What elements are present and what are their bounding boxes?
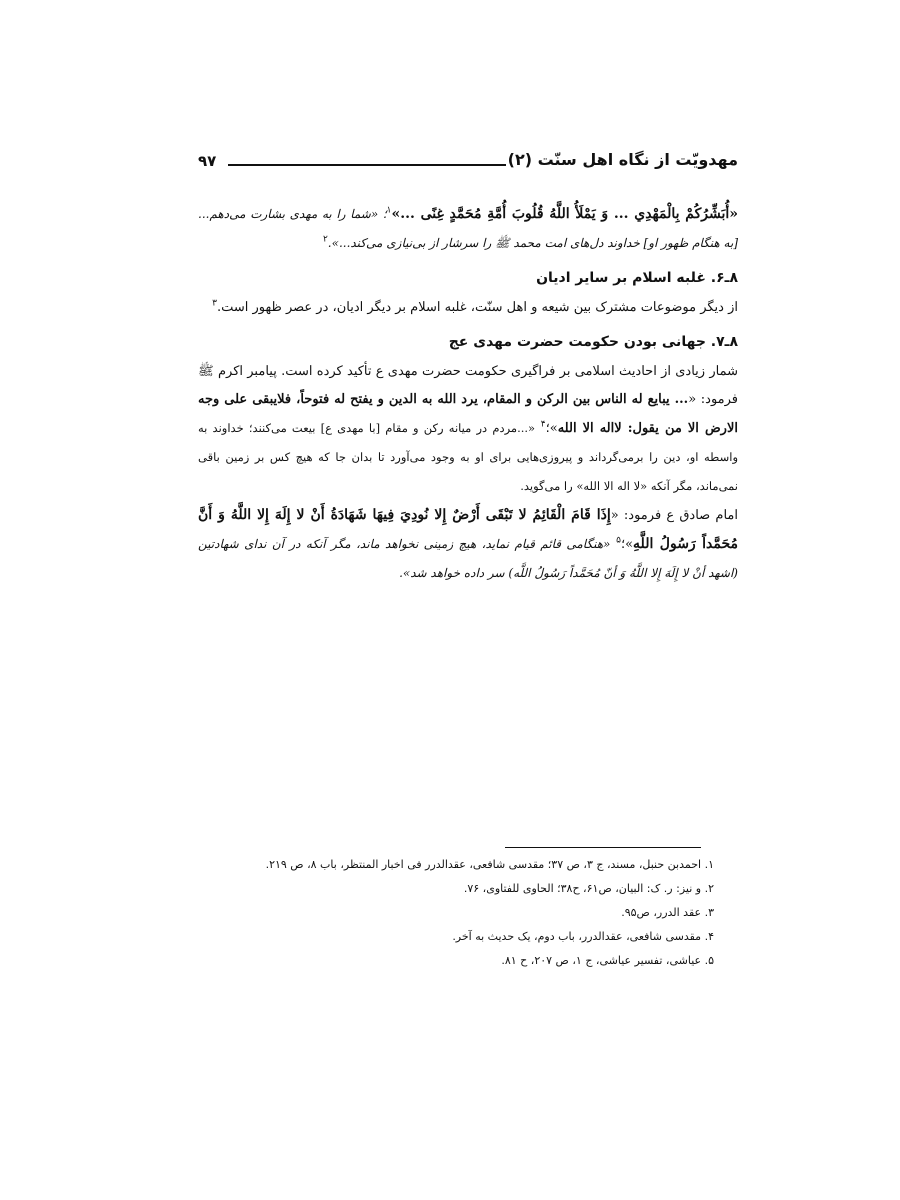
section-heading-7: ۸ـ۷. جهانی بودن حکومت حضرت مهدی عج [448,334,738,350]
hadith-arabic-2: ... يبايع له الناس بين الركن و المقام، يرد الله به الدين و يفتح له فتوحاً، فلايبقى على وجه الارض الا من يقول: لااله الا الله [198,392,738,436]
hadith-arabic-3: إِذَا قَامَ الْقَائِمُ لا تَبْقَى أَرْضٌ إِلا نُودِيَ فِيهَا شَهَادَةُ أَنْ لا إِلَهَ إِلا اللَّهُ وَ أَنَّ مُحَمَّداً رَسُولُ اللَّهِ [198,507,738,552]
page-number: ۹۷ [198,152,217,170]
hadith-arabic: «أُبَشِّرُكُمْ بِالْمَهْدِي ... وَ يَمْلَأُ اللَّهُ قُلُوبَ أُمَّةِ مُحَمَّدٍ غِنًى ...» [391,206,738,222]
footnote-ref-1: ۱ [386,205,392,216]
paragraph-2 [198,294,738,322]
header-rule [228,164,506,166]
paragraph-3-intro: شمار زیادی از احادیث اسلامی بر فراگیری حکومت حضرت مهدی ع تأکید کرده است. پیامبر اکرم ﷺ فرمود: « [198,364,739,407]
page-body [198,200,738,588]
footnote-separator [505,847,701,848]
paragraph-4 [198,501,738,588]
footnote-1: ۱. احمدبن حنبل، مسند، ج ۳، ص ۳۷؛ مقدسی شافعی، عقدالدرر فی اخبار المنتظر، باب ۸، ص ۲۱۹. [265,858,714,871]
footnotes [198,853,738,973]
running-title: مهدویّت از نگاه اهل سنّت (۲) [507,150,738,169]
footnote-5: ۵. عیاشی، تفسیر عیاشی، ج ۱، ص ۲۰۷، ح ۸۱. [501,954,714,967]
footnote-4: ۴. مقدسی شافعی، عقدالدرر، باب دوم، یک حدیث به آخر. [452,930,714,943]
page-header [198,150,738,178]
paragraph-4-intro: امام صادق ع فرمود: « [610,508,739,523]
footnote-ref-4: ۴ [540,419,546,430]
quote-close: »؛ [545,421,558,436]
footnote-2: ۲. و نیز: ر. ک: البیان، ص۶۱، ح۳۸؛ الحاوی للفتاوی، ۷۶. [463,882,714,895]
footnote-ref-3: ۳ [212,298,217,309]
paragraph-1 [198,200,738,258]
hadith-translation-3: «هنگامی قائم قیام نماید، هیچ زمینی نخواهد ماند، مگر آنکه در آن ندای شهادتین (اشهد أنْ لا إِلَهَ إِلا اللَّهُ وَ أنّ مُحَمَّداً رَسُولُ اللَّه) سر داده خواهد شد». [198,537,738,580]
paragraph-2-text: از دیگر موضوعات مشترک بین شیعه و اهل سنّت، غلبه اسلام بر دیگر ادیان، در عصر ظهور است. [216,300,738,315]
section-heading-6: ۸ـ۶. غلبه اسلام بر سایر ادیان [536,270,738,286]
hadith-translation: ؛ «شما را به مهدی بشارت می‌دهم... [به هنگام ظهور او] خداوند دل‌های امت محمد ﷺ را سرشار از بی‌نیازی می‌کند...». [198,207,738,250]
paragraph-3 [198,358,738,501]
footnote-3: ۳. عقد الدرر، ص۹۵. [621,906,714,919]
footnote-ref-5: ۵ [616,535,621,546]
quote-close-2: »؛ [620,537,634,552]
hadith-translation-2: «...مردم در میانه رکن و مقام [با مهدی ع] بیعت می‌کنند؛ خداوند به واسطه او، دین را برمی‌گرداند و پیروزی‌هایی برای او به وجود می‌آورد تا بدان جا که هیچ کس بر زمین باقی نمی‌ماند، مگر آنکه «لا اله الا الله» را می‌گوید. [198,421,738,493]
footnote-ref-2: ۲ [322,234,328,245]
